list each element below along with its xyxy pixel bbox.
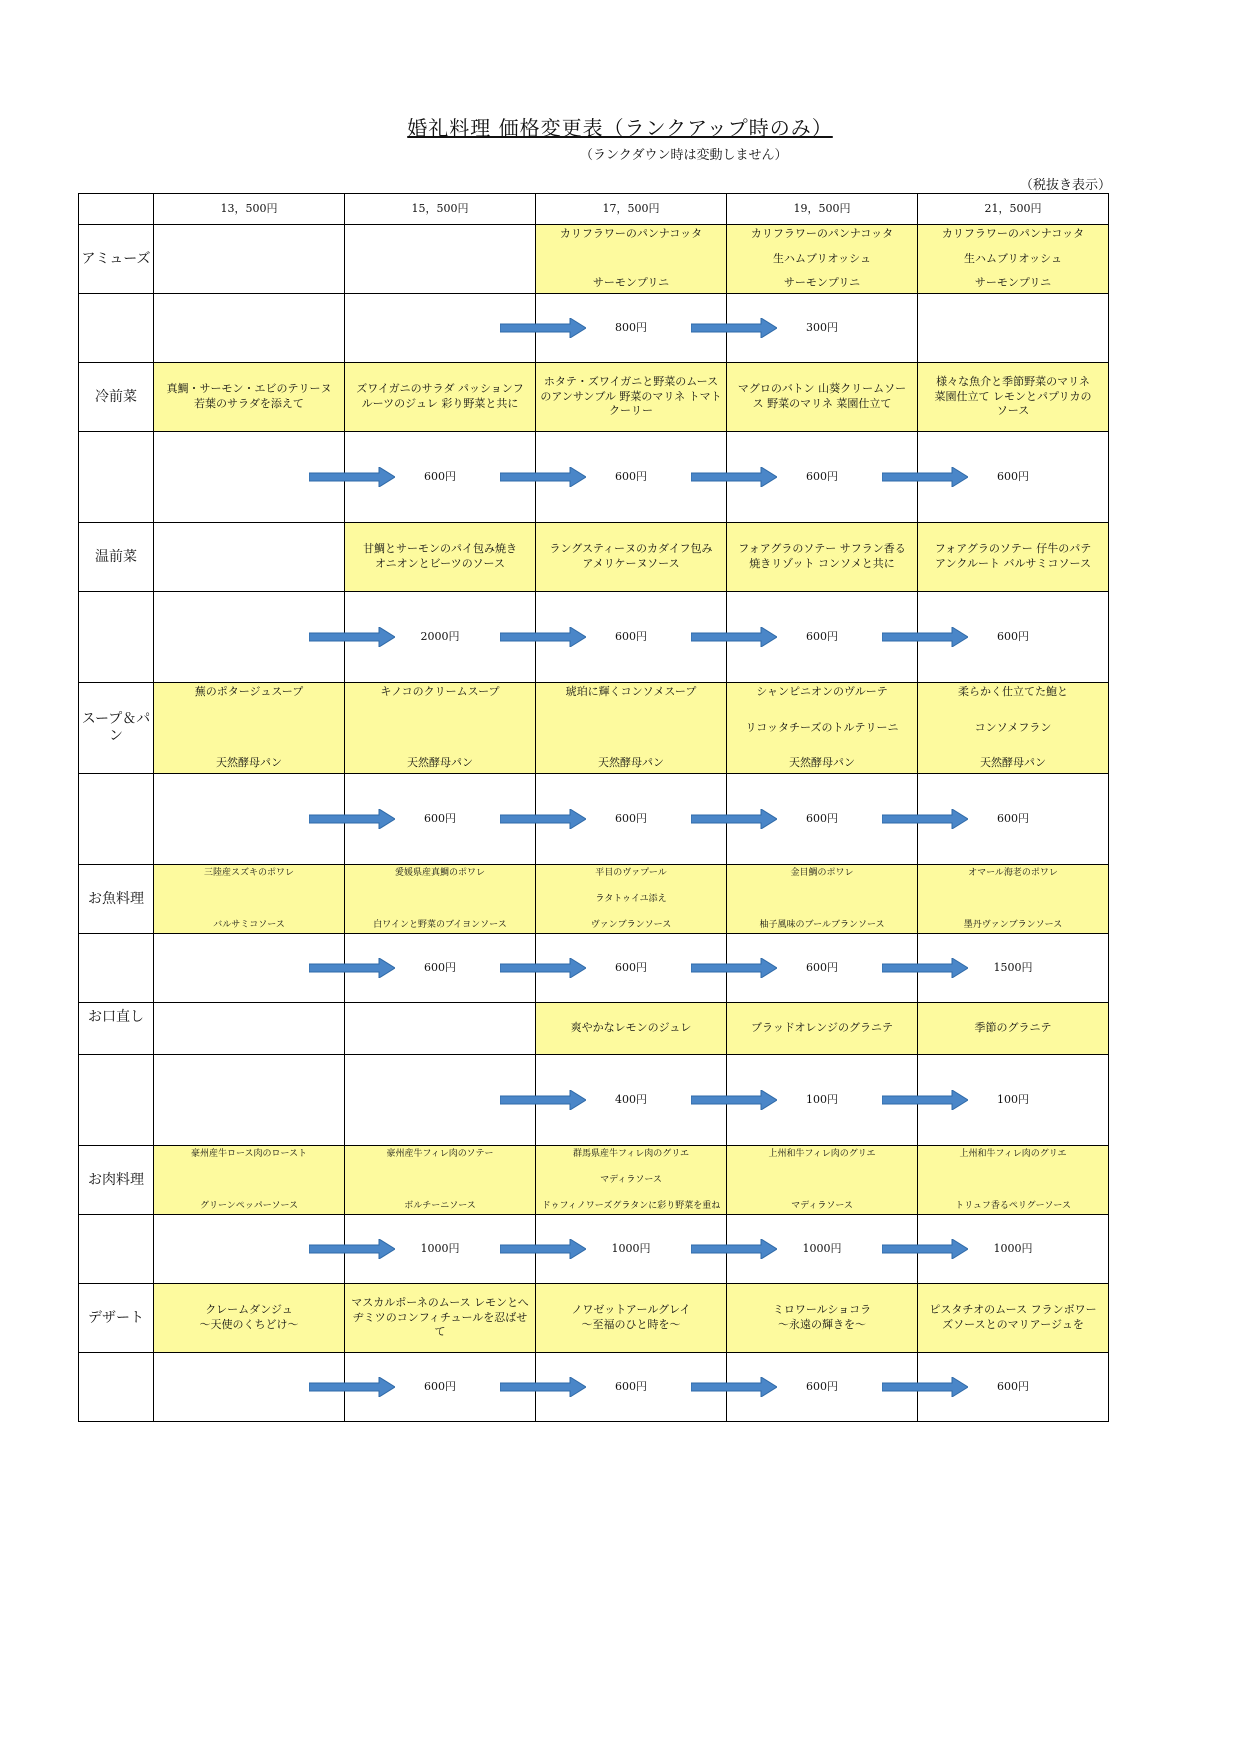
dish-cell xyxy=(918,865,1109,934)
right-arrow-icon xyxy=(500,809,586,829)
dish-name: フォアグラのソテー 仔牛のパテ xyxy=(934,542,1092,556)
price-increase-cell xyxy=(918,432,1109,523)
dish-name: ラタトゥイユ添え xyxy=(595,893,667,904)
dish-name: トリュフ香るペリグーソース xyxy=(955,1200,1071,1211)
dish-name: ～永遠の輝きを～ xyxy=(778,1318,866,1331)
dish-cell xyxy=(727,683,918,774)
price-change-table xyxy=(78,193,1109,1422)
dish-row xyxy=(79,523,1109,592)
category-blank-cell xyxy=(79,1215,154,1284)
dish-cell xyxy=(536,523,727,592)
dish-cell xyxy=(536,1284,727,1353)
category-blank-cell xyxy=(79,774,154,865)
dish-name: ドゥフィノワーズグラタンに彩り野菜を重ね xyxy=(541,1200,721,1211)
dish-name: ズソースとのマリアージュを xyxy=(942,1318,1084,1331)
right-arrow-icon xyxy=(500,1090,586,1110)
dish-cell xyxy=(918,1003,1109,1055)
price-increase: 600円 xyxy=(615,811,647,825)
price-increase: 1000円 xyxy=(993,1241,1033,1255)
dish-name: サーモンプリニ xyxy=(974,276,1052,290)
dish-name: 生ハムブリオッシュ xyxy=(773,251,871,265)
price-increase-cell xyxy=(918,1055,1109,1146)
right-arrow-icon xyxy=(691,1090,777,1110)
dish-name: 天然酵母パン xyxy=(216,756,282,770)
dish-cell xyxy=(345,225,536,294)
dish-name: ズワイガニのサラダ パッションフ xyxy=(356,382,524,396)
price-increase: 600円 xyxy=(806,1379,838,1393)
price-change-row xyxy=(79,934,1109,1003)
price-increase: 600円 xyxy=(615,960,647,974)
dish-cell xyxy=(918,1284,1109,1353)
dish-name: 琥珀に輝くコンソメスープ xyxy=(565,685,697,698)
price-increase: 600円 xyxy=(615,1379,647,1393)
dish-name: オマール海老のポワレ xyxy=(968,868,1058,878)
dish-cell xyxy=(154,1146,345,1215)
right-arrow-icon xyxy=(309,809,395,829)
dish-name: カリフラワーのパンナコッタ xyxy=(941,227,1085,240)
course-category: 冷前菜 xyxy=(79,363,154,432)
course-category: スープ＆パン xyxy=(79,683,154,774)
price-increase: 800円 xyxy=(615,320,647,334)
price-increase-cell xyxy=(727,294,918,363)
dish-name: キノコのクリームスープ xyxy=(380,685,500,698)
dish-name: 豪州産牛ロース肉のロースト xyxy=(190,1149,308,1159)
dish-cell xyxy=(536,1003,727,1055)
dish-row xyxy=(79,363,1109,432)
dish-cell xyxy=(536,1146,727,1215)
dish-cell xyxy=(918,225,1109,294)
price-increase-cell xyxy=(918,934,1109,1003)
price-increase: 2000円 xyxy=(420,629,460,643)
dish-name: ノワゼットアールグレイ xyxy=(571,1303,691,1317)
dish-name: アンクルート バルサミコソース xyxy=(935,557,1091,570)
right-arrow-icon xyxy=(882,1377,968,1397)
price-increase-cell xyxy=(154,1055,345,1146)
price-change-row xyxy=(79,592,1109,683)
course-category: お口直し xyxy=(79,1003,154,1055)
dish-name: 甘鯛とサーモンのパイ包み焼き xyxy=(363,542,517,556)
dish-name: ～至福のひと時を～ xyxy=(581,1318,681,1331)
dish-name: 三陸産スズキのポワレ xyxy=(203,868,294,878)
price-increase: 1000円 xyxy=(802,1241,842,1255)
dish-name: ピスタチオのムース フランボワー xyxy=(929,1303,1097,1317)
dish-name: 爽やかなレモンのジュレ xyxy=(570,1021,692,1035)
right-arrow-icon xyxy=(882,467,968,487)
price-change-row xyxy=(79,1055,1109,1146)
dish-name: マグロのバトン 山葵クリームソー xyxy=(737,382,907,396)
dish-cell xyxy=(345,523,536,592)
price-increase-cell xyxy=(918,1215,1109,1284)
dish-name: ルーツのジュレ 彩り野菜と共に xyxy=(361,397,519,410)
dish-name: 天然酵母パン xyxy=(598,756,664,770)
price-increase: 600円 xyxy=(806,629,838,643)
dish-name: 真鯛・サーモン・エビのテリーヌ xyxy=(166,382,332,396)
price-increase: 1500円 xyxy=(993,960,1033,974)
dish-cell xyxy=(536,363,727,432)
dish-cell xyxy=(154,865,345,934)
dish-name: 季節のグラニテ xyxy=(974,1021,1052,1035)
price-change-row xyxy=(79,1353,1109,1422)
right-arrow-icon xyxy=(691,958,777,978)
right-arrow-icon xyxy=(500,958,586,978)
course-category: 温前菜 xyxy=(79,523,154,592)
dish-name: 天然酵母パン xyxy=(980,756,1046,770)
dish-cell xyxy=(345,1003,536,1055)
right-arrow-icon xyxy=(691,467,777,487)
price-increase: 600円 xyxy=(997,811,1029,825)
dish-name: 平目のヴァプール xyxy=(595,868,667,878)
dish-name: 柔らかく仕立てた鮑と xyxy=(958,685,1068,698)
dish-name: カリフラワーのパンナコッタ xyxy=(750,227,894,240)
price-change-row xyxy=(79,432,1109,523)
dish-name: 愛媛県産真鯛のポワレ xyxy=(394,868,485,878)
dish-name: 上州和牛フィレ肉のグリエ xyxy=(959,1149,1067,1159)
price-increase-cell xyxy=(918,1353,1109,1422)
price-increase: 600円 xyxy=(424,960,456,974)
price-increase: 100円 xyxy=(806,1092,838,1106)
dish-name: ヂミツのコンフィチュールを忍ばせて xyxy=(352,1310,528,1339)
dish-cell xyxy=(154,1003,345,1055)
price-change-row xyxy=(79,294,1109,363)
dish-name: マディラソース xyxy=(791,1200,853,1211)
dish-row xyxy=(79,683,1109,774)
dish-name: クレームダンジュ xyxy=(205,1303,293,1317)
right-arrow-icon xyxy=(309,627,395,647)
category-blank-cell xyxy=(79,934,154,1003)
right-arrow-icon xyxy=(691,1239,777,1259)
dish-cell xyxy=(345,683,536,774)
dish-name: ブラッドオレンジのグラニテ xyxy=(751,1021,893,1035)
dish-name: 白ワインと野菜のブイヨンソース xyxy=(373,919,507,930)
dish-cell xyxy=(154,683,345,774)
price-increase: 600円 xyxy=(806,811,838,825)
right-arrow-icon xyxy=(882,627,968,647)
price-increase: 600円 xyxy=(997,1379,1029,1393)
dish-name: 豪州産牛フィレ肉のソテー xyxy=(386,1149,494,1159)
price-change-row xyxy=(79,1215,1109,1284)
dish-cell xyxy=(918,363,1109,432)
right-arrow-icon xyxy=(882,809,968,829)
header-row xyxy=(79,194,1109,225)
dish-name: ヴァンブランソース xyxy=(590,919,672,930)
dish-name: カリフラワーのパンナコッタ xyxy=(559,227,703,240)
dish-name: 金目鯛のポワレ xyxy=(790,868,854,878)
right-arrow-icon xyxy=(309,1239,395,1259)
page-title: 婚礼料理 価格変更表（ランクアップ時のみ） xyxy=(407,116,833,140)
course-category: お肉料理 xyxy=(79,1146,154,1215)
price-increase: 1000円 xyxy=(611,1241,651,1255)
dish-name: 天然酵母パン xyxy=(407,756,473,770)
dish-cell xyxy=(345,1146,536,1215)
dish-name: ソース xyxy=(996,404,1030,418)
column-header-price: 15，500円 xyxy=(345,194,536,225)
dish-name: 焼きリゾット コンソメと共に xyxy=(749,557,895,570)
category-blank-cell xyxy=(79,432,154,523)
price-increase: 300円 xyxy=(806,320,838,334)
right-arrow-icon xyxy=(691,1377,777,1397)
category-blank-cell xyxy=(79,1353,154,1422)
page-subtitle: （ランクダウン時は変動しません） xyxy=(580,148,788,163)
dish-name: ス 野菜のマリネ 菜園仕立て xyxy=(752,397,892,410)
dish-cell xyxy=(536,865,727,934)
right-arrow-icon xyxy=(500,318,586,338)
dish-name: ボルチーニソース xyxy=(404,1200,476,1211)
dish-cell xyxy=(154,363,345,432)
dish-cell xyxy=(727,1284,918,1353)
dish-row xyxy=(79,225,1109,294)
dish-name: マスカルポーネのムース レモンとへ xyxy=(351,1295,529,1309)
tax-note: （税抜き表示） xyxy=(1020,178,1112,193)
price-increase: 600円 xyxy=(424,469,456,483)
dish-name: クーリー xyxy=(609,404,653,418)
dish-name: バルサミコソース xyxy=(213,919,285,930)
dish-name: オニオンとビーツのソース xyxy=(375,557,505,570)
dish-cell xyxy=(727,865,918,934)
dish-name: アメリケーヌソース xyxy=(582,557,680,570)
dish-name: ホタテ・ズワイガニと野菜のムース xyxy=(543,374,719,388)
dish-name: 蕪のポタージュスープ xyxy=(194,685,304,698)
dish-cell xyxy=(727,523,918,592)
price-increase-cell xyxy=(918,592,1109,683)
dish-name: 天然酵母パン xyxy=(789,756,855,770)
right-arrow-icon xyxy=(309,958,395,978)
column-header-price: 13，500円 xyxy=(154,194,345,225)
dish-cell xyxy=(727,225,918,294)
course-category: お魚料理 xyxy=(79,865,154,934)
dish-name: マディラソース xyxy=(600,1174,662,1185)
right-arrow-icon xyxy=(882,958,968,978)
dish-name: リコッタチーズのトルテリーニ xyxy=(745,720,899,734)
dish-cell xyxy=(154,225,345,294)
price-increase: 100円 xyxy=(997,1092,1029,1106)
right-arrow-icon xyxy=(882,1090,968,1110)
dish-name: 生ハムブリオッシュ xyxy=(964,251,1062,265)
category-blank-cell xyxy=(79,294,154,363)
dish-name: 墨丹ヴァンブランソース xyxy=(963,919,1063,930)
price-increase-cell xyxy=(918,294,1109,363)
dish-cell xyxy=(345,363,536,432)
column-header-price: 21，500円 xyxy=(918,194,1109,225)
right-arrow-icon xyxy=(309,467,395,487)
price-increase: 600円 xyxy=(424,1379,456,1393)
price-increase: 600円 xyxy=(615,629,647,643)
dish-cell xyxy=(345,1284,536,1353)
price-increase: 600円 xyxy=(424,811,456,825)
dish-row xyxy=(79,1284,1109,1353)
right-arrow-icon xyxy=(500,1239,586,1259)
dish-cell xyxy=(727,1146,918,1215)
price-increase: 1000円 xyxy=(420,1241,460,1255)
dish-name: 様々な魚介と季節野菜のマリネ xyxy=(936,374,1090,388)
right-arrow-icon xyxy=(882,1239,968,1259)
dish-cell xyxy=(918,523,1109,592)
dish-row xyxy=(79,865,1109,934)
header-corner xyxy=(79,194,154,225)
column-header-price: 19，500円 xyxy=(727,194,918,225)
dish-name: 上州和牛フィレ肉のグリエ xyxy=(768,1149,876,1159)
price-increase: 600円 xyxy=(615,469,647,483)
right-arrow-icon xyxy=(309,1377,395,1397)
course-category: デザート xyxy=(79,1284,154,1353)
dish-name: 柚子風味のブールブランソース xyxy=(759,919,885,930)
dish-cell xyxy=(536,683,727,774)
price-increase: 600円 xyxy=(997,629,1029,643)
dish-name: ミロワールショコラ xyxy=(772,1303,872,1317)
dish-name: ラングスティーヌのカダイフ包み xyxy=(549,542,713,556)
dish-cell xyxy=(154,523,345,592)
right-arrow-icon xyxy=(691,318,777,338)
dish-name: フォアグラのソテー サフラン香る xyxy=(738,542,906,556)
category-blank-cell xyxy=(79,592,154,683)
dish-row xyxy=(79,1003,1109,1055)
dish-cell xyxy=(727,1003,918,1055)
dish-cell xyxy=(918,683,1109,774)
price-increase: 600円 xyxy=(806,960,838,974)
dish-name: のアンサンブル 野菜のマリネ トマト xyxy=(540,389,722,403)
dish-cell xyxy=(536,225,727,294)
course-category: アミューズ xyxy=(79,225,154,294)
right-arrow-icon xyxy=(500,627,586,647)
right-arrow-icon xyxy=(500,1377,586,1397)
dish-name: 菜園仕立て レモンとパプリカの xyxy=(934,389,1092,403)
dish-name: サーモンプリニ xyxy=(783,276,861,290)
price-increase: 400円 xyxy=(615,1092,647,1106)
price-increase: 600円 xyxy=(997,469,1029,483)
dish-name: サーモンプリニ xyxy=(592,276,670,290)
dish-row xyxy=(79,1146,1109,1215)
category-blank-cell xyxy=(79,1055,154,1146)
dish-cell xyxy=(154,1284,345,1353)
dish-name: グリーンペッパーソース xyxy=(199,1200,298,1211)
dish-cell xyxy=(727,363,918,432)
column-header-price: 17，500円 xyxy=(536,194,727,225)
dish-name: コンソメフラン xyxy=(974,720,1052,734)
right-arrow-icon xyxy=(500,467,586,487)
dish-name: シャンピニオンのヴルーテ xyxy=(756,685,888,698)
dish-cell xyxy=(918,1146,1109,1215)
price-change-row xyxy=(79,774,1109,865)
right-arrow-icon xyxy=(691,809,777,829)
price-increase: 600円 xyxy=(806,469,838,483)
dish-name: ～天使のくちどけ～ xyxy=(199,1318,299,1331)
dish-name: 群馬県産牛フィレ肉のグリエ xyxy=(572,1149,690,1159)
dish-name: 若葉のサラダを添えて xyxy=(194,397,304,410)
right-arrow-icon xyxy=(691,627,777,647)
dish-cell xyxy=(345,865,536,934)
price-increase-cell xyxy=(918,774,1109,865)
price-increase-cell xyxy=(154,294,345,363)
